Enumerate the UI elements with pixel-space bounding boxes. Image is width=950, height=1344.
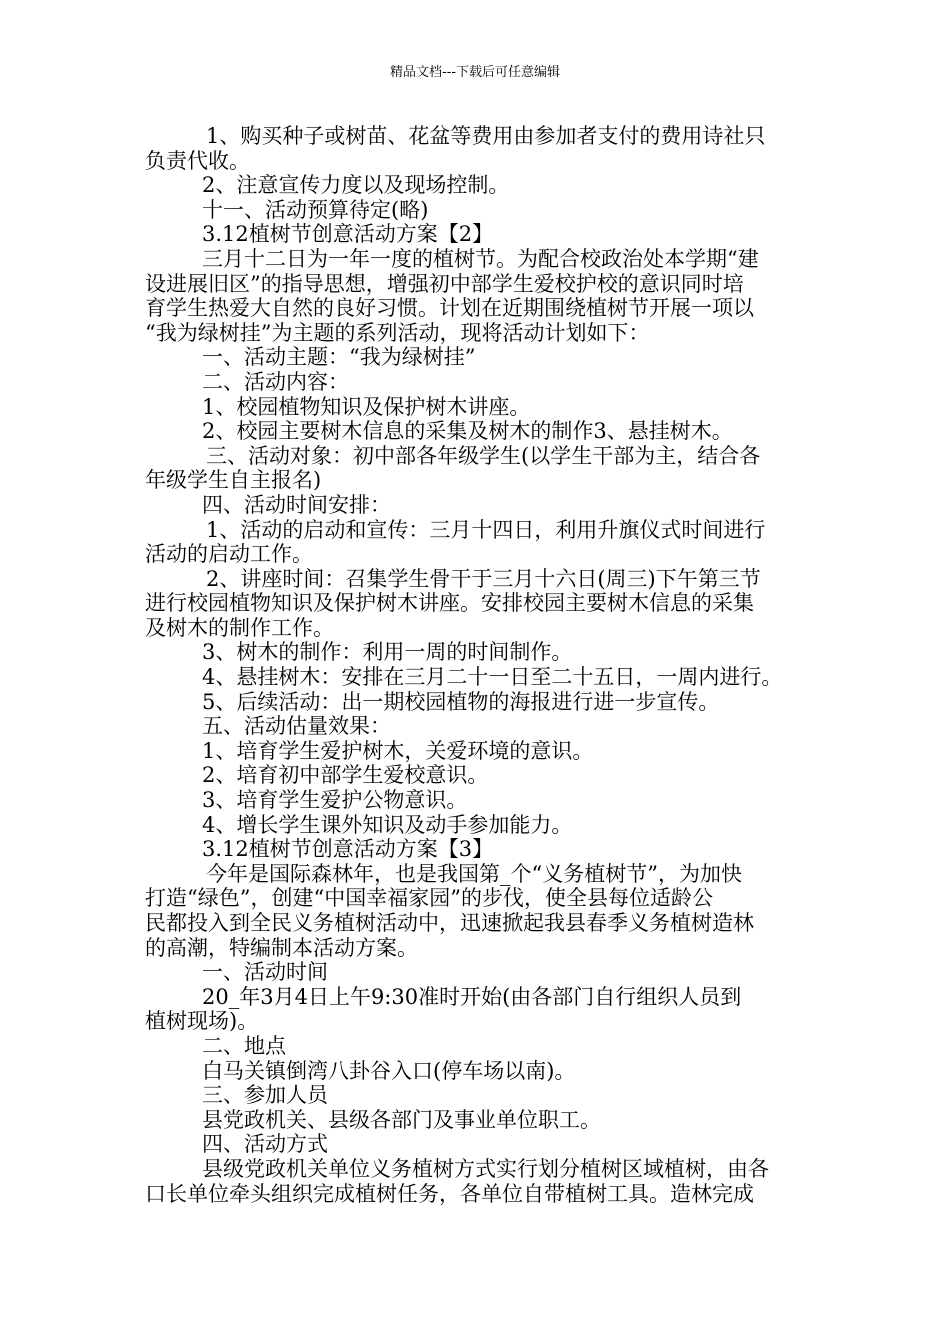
- document-body: [145, 124, 809, 1206]
- paragraph-line: 三、活动对象：初中部各年级学生(以学生干部为主，结合各: [206, 443, 761, 468]
- paragraph-line: 县党政机关、县级各部门及事业单位职工。: [202, 1107, 601, 1132]
- paragraph-line: 设进展旧区”的指导思想，增强初中部学生爱校护校的意识同时培: [145, 271, 744, 296]
- page-header: 精品文档---下载后可任意编辑: [389, 65, 561, 80]
- paragraph-line: 二、活动内容：: [202, 369, 349, 394]
- paragraph-line: 县级党政机关单位义务植树方式实行划分植树区域植树，由各: [202, 1156, 769, 1181]
- paragraph-line: 活动的启动工作。: [145, 542, 313, 567]
- paragraph-line: 4、悬挂树木：安排在三月二十一日至二十五日，一周内进行。: [202, 665, 783, 690]
- paragraph-line: 的高潮，特编制本活动方案。: [145, 935, 418, 960]
- paragraph-line: 3、培育学生爱护公物意识。: [202, 788, 468, 813]
- paragraph-line: 十一、活动预算待定(略): [202, 197, 429, 222]
- paragraph-line: 四、活动时间安排：: [202, 492, 391, 517]
- paragraph-line: “我为绿树挂”为主题的系列活动，现将活动计划如下：: [145, 320, 650, 345]
- paragraph-line: 3.12植树节创意活动方案【2】: [202, 222, 494, 247]
- paragraph-line: 三、参加人员: [202, 1083, 328, 1108]
- paragraph-line: 植树现场)。: [145, 1009, 259, 1034]
- paragraph-line: 一、活动时间: [202, 960, 328, 985]
- paragraph-line: 2、讲座时间：召集学生骨干于三月十六日(周三)下午第三节: [206, 566, 761, 591]
- paragraph-line: 民都投入到全民义务植树活动中，迅速掀起我县春季义务植树造林: [145, 911, 754, 935]
- paragraph-line: 5、后续活动：出一期校园植物的海报进行进一步宣传。: [202, 689, 720, 714]
- paragraph-line: 20_年3月4日上午9:30准时开始(由各部门自行组织人员到: [202, 984, 742, 1009]
- paragraph-line: 2、注意宣传力度以及现场控制。: [202, 173, 510, 198]
- paragraph-line: 五、活动估量效果：: [202, 714, 391, 739]
- paragraph-line: 一、活动主题：“我为绿树挂”: [202, 345, 476, 370]
- paragraph-line: 负责代收。: [145, 148, 250, 173]
- paragraph-line: 1、校园植物知识及保护树木讲座。: [202, 394, 531, 419]
- paragraph-line: 进行校园植物知识及保护树木讲座。安排校园主要树木信息的采集: [145, 591, 754, 616]
- paragraph-line: 二、地点: [202, 1033, 286, 1058]
- paragraph-line: 2、培育初中部学生爱校意识。: [202, 763, 489, 788]
- paragraph-line: 1、购买种子或树苗、花盆等费用由参加者支付的费用诗社只: [206, 124, 766, 148]
- paragraph-line: 白马关镇倒湾八卦谷入口(停车场以南)。: [202, 1058, 576, 1083]
- paragraph-line: 年级学生自主报名): [145, 468, 322, 493]
- paragraph-line: 3.12植树节创意活动方案【3】: [202, 837, 494, 862]
- paragraph-line: 2、校园主要树木信息的采集及树木的制作3、悬挂树木。: [202, 419, 733, 444]
- paragraph-line: 打造“绿色”，创建“中国幸福家园”的步伐，使全县每位适龄公: [145, 886, 713, 911]
- paragraph-line: 三月十二日为一年一度的植树节。为配合校政治处本学期“建: [202, 246, 759, 271]
- paragraph-line: 1、培育学生爱护树木，关爱环境的意识。: [202, 738, 594, 763]
- paragraph-line: 育学生热爱大自然的良好习惯。计划在近期围绕植树节开展一项以: [145, 296, 754, 321]
- paragraph-line: 4、增长学生课外知识及动手参加能力。: [202, 812, 573, 837]
- paragraph-line: 3、树木的制作：利用一周的时间制作。: [202, 640, 573, 665]
- paragraph-line: 今年是国际森林年，也是我国第_个“义务植树节”，为加快: [206, 861, 742, 886]
- paragraph-line: 及树木的制作工作。: [145, 615, 334, 640]
- paragraph-line: 四、活动方式: [202, 1132, 328, 1157]
- paragraph-line: 1、活动的启动和宣传：三月十四日，利用升旗仪式时间进行: [206, 517, 766, 542]
- paragraph-line: 口长单位牵头组织完成植树任务，各单位自带植树工具。造林完成: [145, 1181, 754, 1206]
